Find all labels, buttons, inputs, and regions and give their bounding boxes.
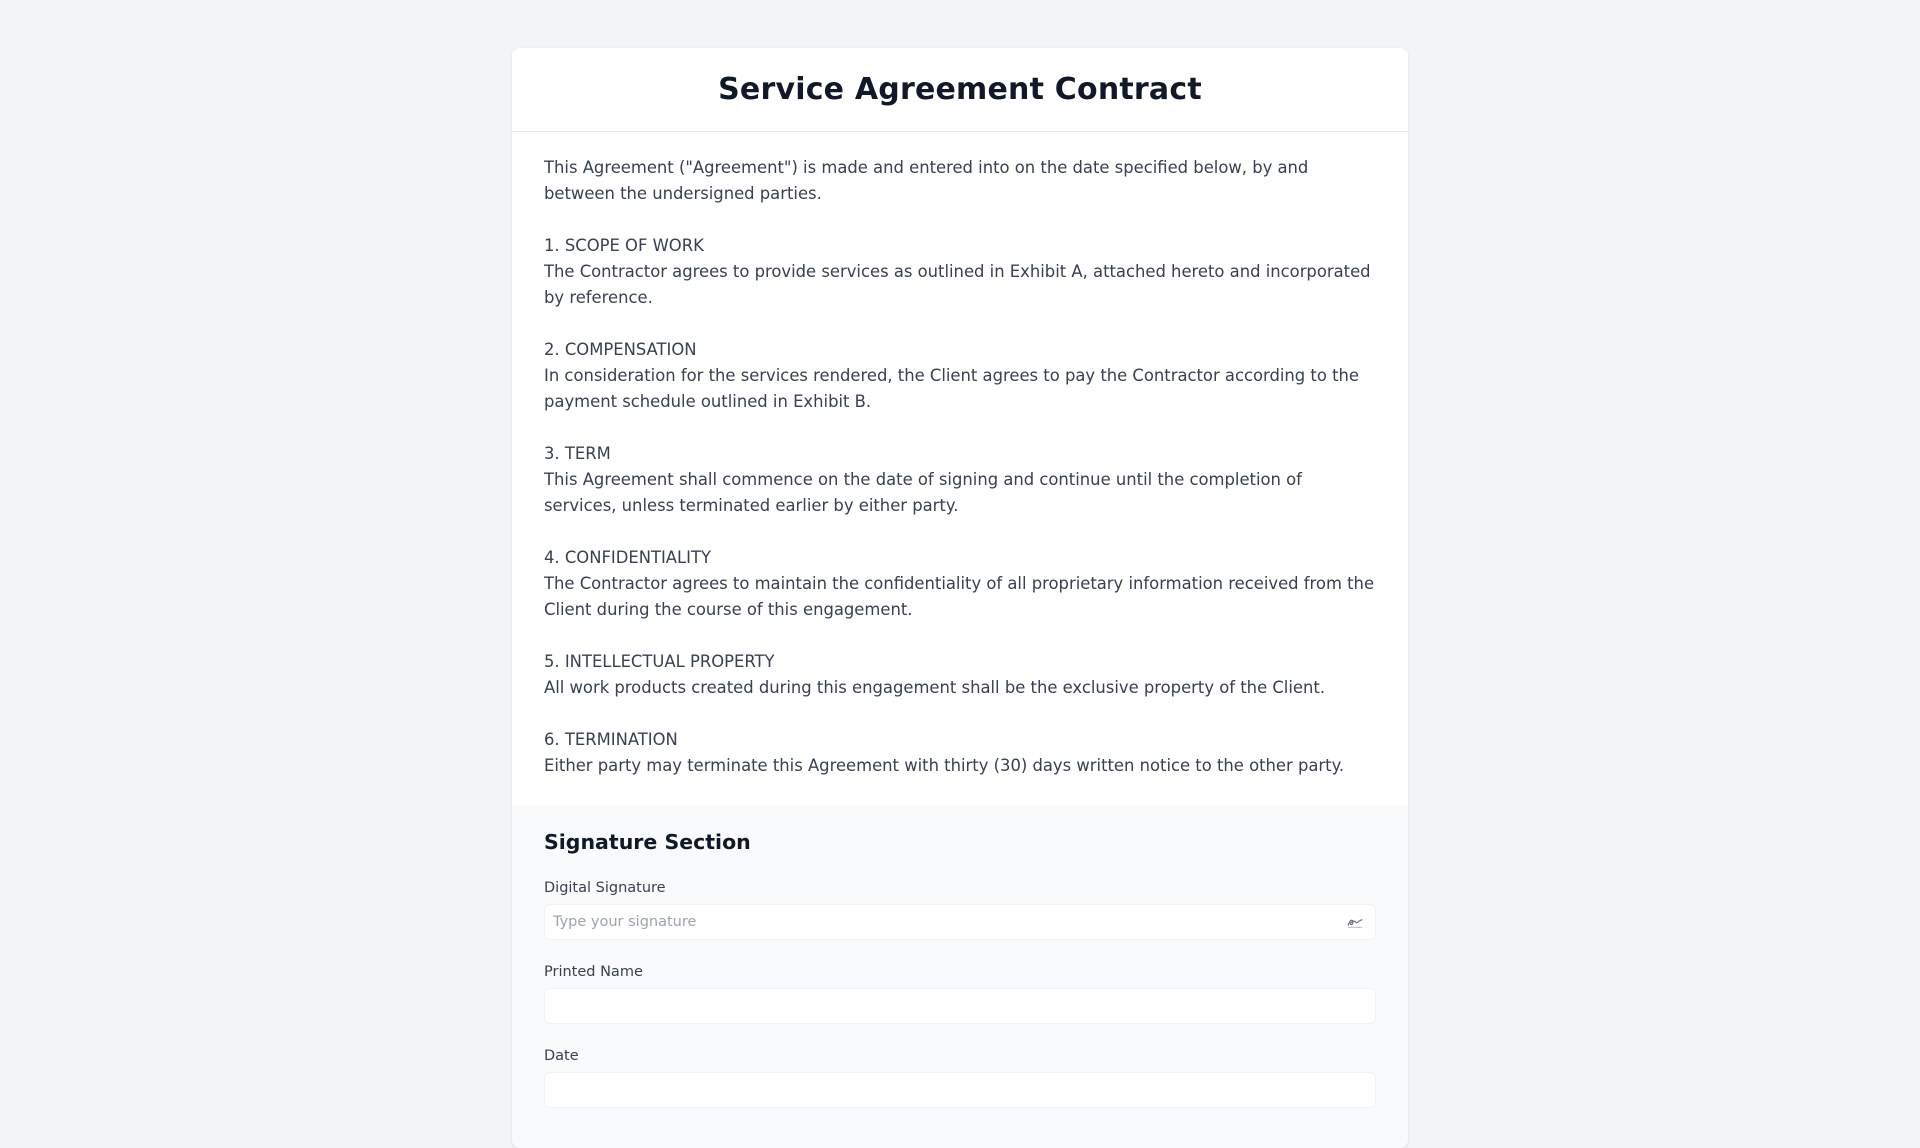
digital-signature-label: Digital Signature: [544, 880, 666, 896]
contract-intro: This Agreement ("Agreement") is made and entered into on the date specified below, by and between the undersigned parties.: [544, 158, 1309, 203]
signature-section-title: Signature Section: [544, 830, 751, 854]
section-text: Either party may terminate this Agreement with thirty (30) days written notice to the other party.: [544, 756, 1345, 775]
date-label: Date: [544, 1048, 579, 1064]
digital-signature-wrap: [544, 904, 1376, 940]
section-heading: 5. INTELLECTUAL PROPERTY: [544, 652, 775, 671]
contract-section-ip: [544, 649, 1376, 701]
signature-icon: [1346, 913, 1364, 931]
contract-section-term: [544, 441, 1376, 519]
printed-name-wrap: [544, 988, 1376, 1024]
section-text: In consideration for the services rendered, the Client agrees to pay the Contractor according to the payment schedule outlined in Exhibit B.: [544, 366, 1359, 411]
contract-body: [512, 132, 1408, 806]
section-heading: 6. TERMINATION: [544, 730, 678, 749]
section-text: The Contractor agrees to provide services as outlined in Exhibit A, attached hereto and incorporated by reference.: [544, 262, 1371, 307]
contract-section-compensation: [544, 337, 1376, 415]
date-wrap: [544, 1072, 1376, 1108]
digital-signature-input[interactable]: [544, 904, 1376, 940]
page-title: Service Agreement Contract: [718, 72, 1202, 107]
section-heading: 1. SCOPE OF WORK: [544, 236, 704, 255]
digital-signature-field-group: [544, 878, 1376, 940]
printed-name-field-group: [544, 962, 1376, 1024]
section-text: This Agreement shall commence on the date of signing and continue until the completion of services, unless terminated earlier by either party.: [544, 470, 1302, 515]
contract-section-termination: [544, 727, 1376, 779]
section-text: All work products created during this engagement shall be the exclusive property of the Client.: [544, 678, 1326, 697]
contract-header: [512, 48, 1408, 132]
contract-card: [512, 48, 1408, 1148]
contract-section-scope: [544, 233, 1376, 311]
section-heading: 3. TERM: [544, 444, 611, 463]
signature-section: [512, 806, 1408, 1148]
printed-name-label: Printed Name: [544, 964, 643, 980]
printed-name-input[interactable]: [544, 988, 1376, 1024]
section-heading: 2. COMPENSATION: [544, 340, 697, 359]
section-text: The Contractor agrees to maintain the confidentiality of all proprietary information received from the Client during the course of this engagement.: [544, 574, 1375, 619]
section-heading: 4. CONFIDENTIALITY: [544, 548, 712, 567]
date-input[interactable]: [544, 1072, 1376, 1108]
date-field-group: [544, 1046, 1376, 1108]
contract-section-confidentiality: [544, 545, 1376, 623]
